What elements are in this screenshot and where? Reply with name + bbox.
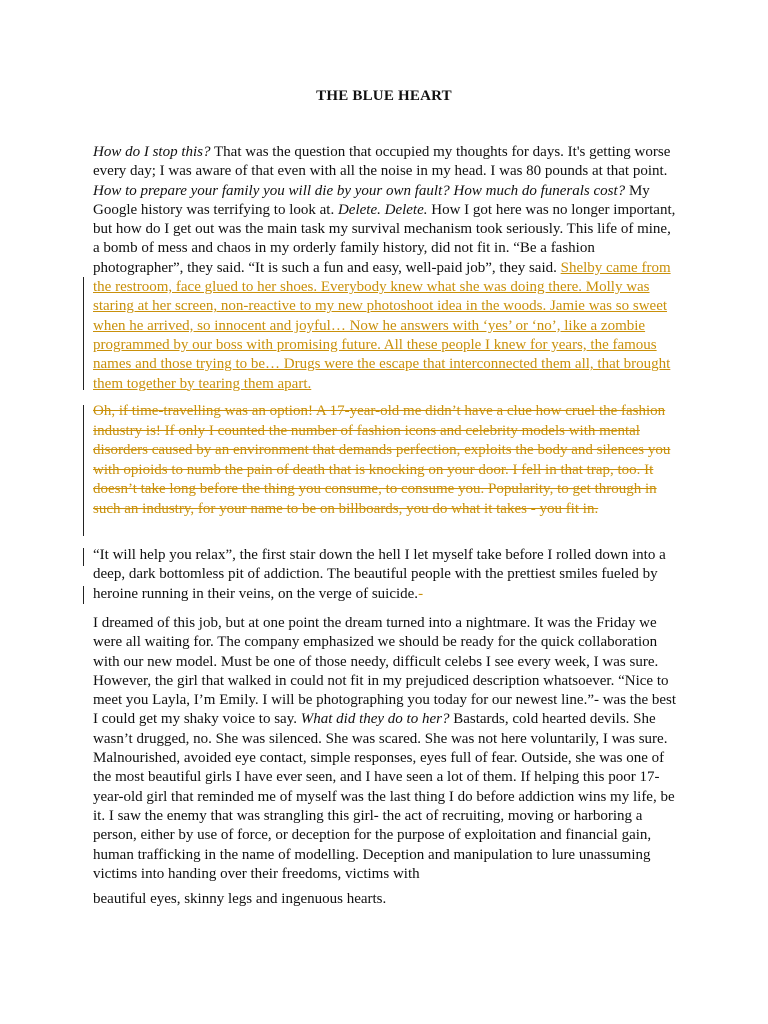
tracked-insertion: Shelby came from the restroom, face glued to her shoes. Everybody knew what she was doing there. Molly was staring at her screen, non-reactive to my new photoshoot idea in the woods. Jamie was so sweet when he arrived, so innocent and joyful… Now he answers with ‘yes’ or ‘no’, like a zombie programmed by our boss with promising future. All these people I knew for years, the famous names and those trying to be… Drugs were the escape that interconnected them all, that brought them together by tearing them apart.: [93, 259, 671, 392]
body-text: I dreamed of this job, but at one point the dream turned into a nightmare. It was the Friday we were all waiting for. The company emphasized we should be ready for the quick collaboration with our new model. Must be one of those needy, difficult celebs I see every week, I was sure. However, the girl that walked in could not fit in my prejudiced description whatsoever. “Nice to meet you Layla, I’m Emily. I will be photographing you today for our newest line.”- was the best I could get my shaky voice to say.: [93, 615, 677, 728]
body-text: That was the question that occupied my thoughts for days. It's getting worse every day; I was aware of that even with all the noise in my head. I was 80 pounds at that point.: [93, 144, 671, 180]
body-text: Bastards, cold hearted devils. She wasn’t drugged, no. She was silenced. She was scared. She was not here voluntarily, I was sure. Malnourished, avoided eye contact, simple responses, eyes full of fear. Outside, she was one of the most beautiful girls I have ever seen, and I have seen a lot of them. If helping this poor 17-year-old girl that reminded me of myself was the last thing I do before addiction wins my life, be it. I saw the enemy that was strangling this girl- the act of recruiting, moving or harboring a person, either by use of force, or deception for the purpose of exploitation and financial gain, human trafficking in the name of modelling. Deception and manipulation to lure unassuming victims into handing over their freedoms, victims with: [93, 711, 675, 882]
document-title: THE BLUE HEART: [316, 88, 452, 104]
body-text: “It will help you relax”, the first stair down the hell I let myself take before I rolled down into a deep, dark bottomless pit of addiction. The beautiful people with the prettiest smiles fueled by heroine running in their veins, on the verge of suicide.: [93, 547, 666, 602]
body-text: How I got here was no longer important, but how do I get out was the main task my survival mechanism took seriously. This life of mine, a bomb of mess and chaos in my orderly family history, did not fit in. “Be a fashion photographer”, they said. “It is such a fun and easy, well-paid job”, they said.: [93, 201, 676, 276]
change-bar: [83, 548, 84, 566]
paragraph-3: [93, 546, 677, 604]
paragraph-4: [93, 614, 677, 909]
italic-delete: Delete. Delete.: [337, 201, 428, 218]
tracked-change-mark: -: [418, 585, 424, 602]
tracked-deletion-paragraph: Oh, if time-travelling was an option! A 17-year-old me didn’t have a clue how cruel the fashion industry is! If only I counted the number of fashion icons and celebrity models with mental disorders caused by an environment that demands perfection, exploits the body and silences you with opioids to numb the pain of death that is knocking on your door. I fell in that trap, too. It doesn’t take long before the thing you consume, to consume you. Popularity, to get through in such an industry, for your name to be on billboards, you do what it takes - you fit in.: [93, 403, 671, 517]
body-text: My Google history was terrifying to look at.: [93, 182, 650, 218]
italic-question: What did they do to her?: [300, 711, 450, 728]
italic-question: How do I stop this?: [93, 144, 211, 160]
change-bar: [83, 586, 84, 604]
change-bar: [83, 277, 84, 390]
body-text-last-line: beautiful eyes, skinny legs and ingenuous hearts.: [93, 891, 387, 908]
change-bar: [83, 405, 84, 536]
italic-search-queries: How to prepare your family you will die by your own fault? How much do funerals cost?: [93, 182, 626, 199]
paragraph-1: [93, 143, 677, 394]
